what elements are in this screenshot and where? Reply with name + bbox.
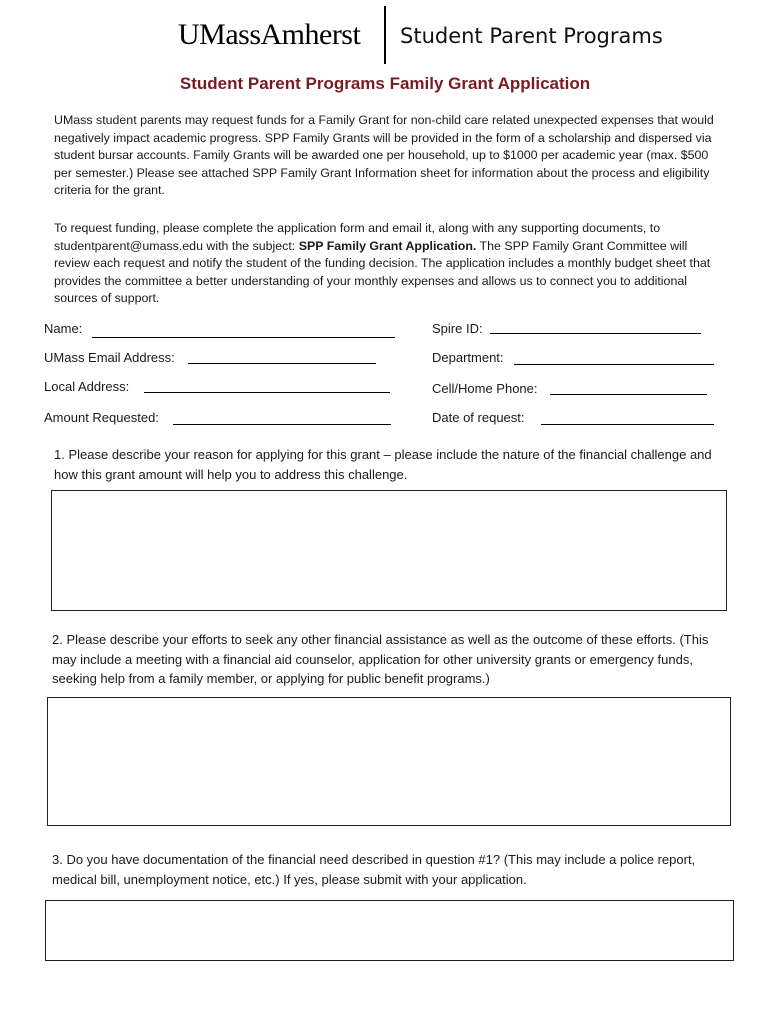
program-name: Student Parent Programs xyxy=(400,24,663,48)
intro-paragraph-1: UMass student parents may request funds for a Family Grant for non-child care related unexpected expenses that would negatively impact academic progress. SPP Family Grants will be provided in the form of a scholarship and dispersed via student bursar accounts. Family Grants will be awarded one per household, up to $1000 per academic year (max. $500 per semester.) Please see attached SPP Family Grant Information sheet for information about the process and eligibility criteria for the grant. xyxy=(54,113,714,198)
question-2-answer-box[interactable] xyxy=(47,697,731,826)
phone-field[interactable] xyxy=(550,394,707,395)
amount-label: Amount Requested: xyxy=(44,410,159,425)
question-3: 3. Do you have documentation of the financial need described in question #1? (This may include a police report, medical bill, unemployment notice, etc.) If yes, please submit with your application. xyxy=(52,852,696,887)
email-field[interactable] xyxy=(188,363,376,364)
question-1-answer-box[interactable] xyxy=(51,490,727,611)
question-2: 2. Please describe your efforts to seek any other financial assistance as well as the outcome of these efforts. (This may include a meeting with a financial aid counselor, application for other university grants or emergency funds, seeking help from a family member, or applying for public benefit programs.) xyxy=(52,632,709,686)
date-field[interactable] xyxy=(541,424,714,425)
email-label: UMass Email Address: xyxy=(44,350,175,365)
header xyxy=(0,6,770,64)
name-field[interactable] xyxy=(92,337,395,338)
spire-id-field[interactable] xyxy=(490,333,701,334)
department-label: Department: xyxy=(432,350,504,365)
page-title: Student Parent Programs Family Grant Application xyxy=(179,74,591,93)
intro-paragraph-2-text: To request funding, please complete the application form and email it, along with any supporting documents, to studentparent@umass.edu with the subject: xyxy=(54,221,661,253)
spire-id-label: Spire ID: xyxy=(432,321,483,336)
phone-label: Cell/Home Phone: xyxy=(432,381,538,396)
date-label: Date of request: xyxy=(432,410,525,425)
email-subject: SPP Family Grant Application. xyxy=(298,238,477,253)
umass-amherst-logo: UMassAmherst xyxy=(178,18,361,51)
question-1: 1. Please describe your reason for applying for this grant – please include the nature of the financial challenge and how this grant amount will help you to address this challenge. xyxy=(54,447,712,482)
intro-paragraph-2-rest: The SPP Family Grant Committee will review each request and notify the student of the funding decision. The application includes a monthly budget sheet that provides the committee a better understanding of your monthly expenses and allows us to connect you to additional sources of support. xyxy=(54,238,711,306)
intro-paragraph-2 xyxy=(54,220,724,308)
department-field[interactable] xyxy=(514,364,714,365)
logo-divider xyxy=(384,6,386,64)
amount-field[interactable] xyxy=(173,424,391,425)
question-3-answer-box[interactable] xyxy=(45,900,734,961)
local-address-label: Local Address: xyxy=(44,379,130,394)
name-label: Name: xyxy=(44,321,83,336)
local-address-field[interactable] xyxy=(144,392,390,393)
